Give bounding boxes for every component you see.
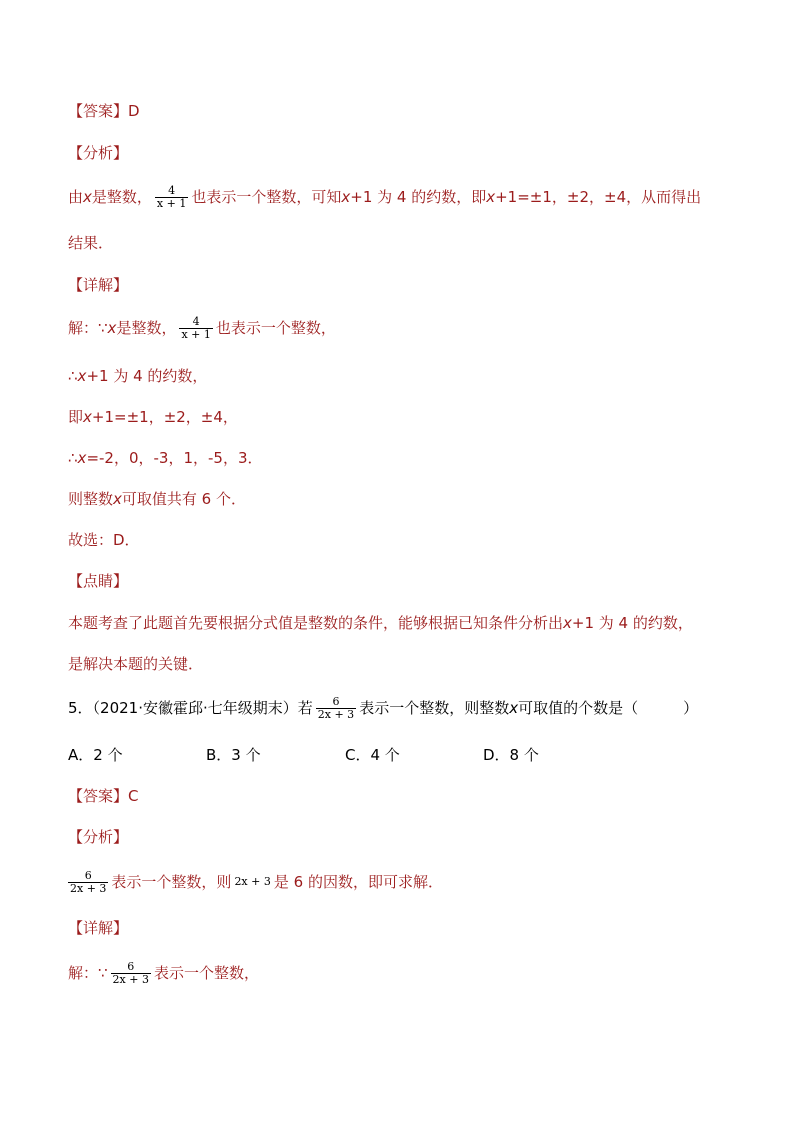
- fraction: $\frac{6}{2x + 3}$: [70, 868, 107, 895]
- q5-analysis-line: $\frac{6}{2x + 3}$ 表示一个整数，则 2x + 3 是 6 的因数，即可求解．: [70, 868, 443, 895]
- option-b[interactable]: B．3 个: [206, 746, 261, 764]
- q4-detail-line2: ∴ x +1 为 4 的约数，: [68, 367, 208, 385]
- answer-label: 【答案】: [68, 787, 129, 805]
- q4-detail-line1: 解：∵ x 是整数， $\frac{4}{x + 1}$ 也表示一个整数，: [68, 314, 336, 341]
- fraction: $\frac{4}{x + 1}$: [156, 183, 187, 210]
- analysis-label: 【分析】: [68, 144, 129, 162]
- answer-value: D: [128, 102, 140, 120]
- q4-comment-line1: 本题考查了此题首先要根据分式值是整数的条件，能够根据已知条件分析出 x +1 为 4 的约数，: [68, 614, 693, 632]
- comment-label: 【点睛】: [68, 572, 129, 590]
- q4-answer-line: [68, 100, 140, 122]
- q4-detail-line5: 则整数 x 可取值共有 6 个．: [68, 490, 246, 508]
- q5-stem: 5．（2021·安徽霍邱·七年级期末）若 $\frac{6}{2x + 3}$ 表示一个整数，则整数 x 可取值的个数是（ ）: [68, 694, 699, 721]
- q5-answer-line: [68, 785, 139, 807]
- math-expression: 2x + 3: [234, 875, 271, 888]
- q4-analysis-line2: 结果．: [68, 234, 114, 252]
- option-d[interactable]: D．8 个: [483, 746, 539, 764]
- fraction: $\frac{4}{x + 1}$: [181, 314, 211, 341]
- q4-comment-line2: 是解决本题的关键．: [68, 655, 204, 673]
- detail-label: 【详解】: [68, 919, 129, 937]
- q4-analysis-line1: 由 x 是整数， $\frac{4}{x + 1}$ 也表示一个整数，可知 x +1 为 4 的约数，即 x +1=±1，±2，±4，从而得出: [68, 183, 702, 210]
- answer-label: 【答案】: [68, 102, 129, 120]
- answer-value: C: [128, 787, 139, 805]
- fraction: $\frac{6}{2x + 3}$: [317, 694, 355, 721]
- option-c[interactable]: C．4 个: [345, 746, 400, 764]
- fraction: $\frac{6}{2x + 3}$: [112, 959, 149, 986]
- q4-detail-line3: 即 x +1=±1，±2，±4，: [68, 408, 238, 426]
- option-a[interactable]: A．2 个: [68, 746, 123, 764]
- analysis-label: 【分析】: [68, 828, 129, 846]
- q4-detail-line6: 故选：D．: [68, 531, 140, 549]
- q5-detail-line1: 解：∵ $\frac{6}{2x + 3}$ 表示一个整数，: [68, 959, 259, 986]
- q5-options: [68, 744, 728, 766]
- detail-label: 【详解】: [68, 276, 129, 294]
- q4-detail-line4: ∴ x =-2，0，-3，1，-5，3．: [68, 449, 263, 467]
